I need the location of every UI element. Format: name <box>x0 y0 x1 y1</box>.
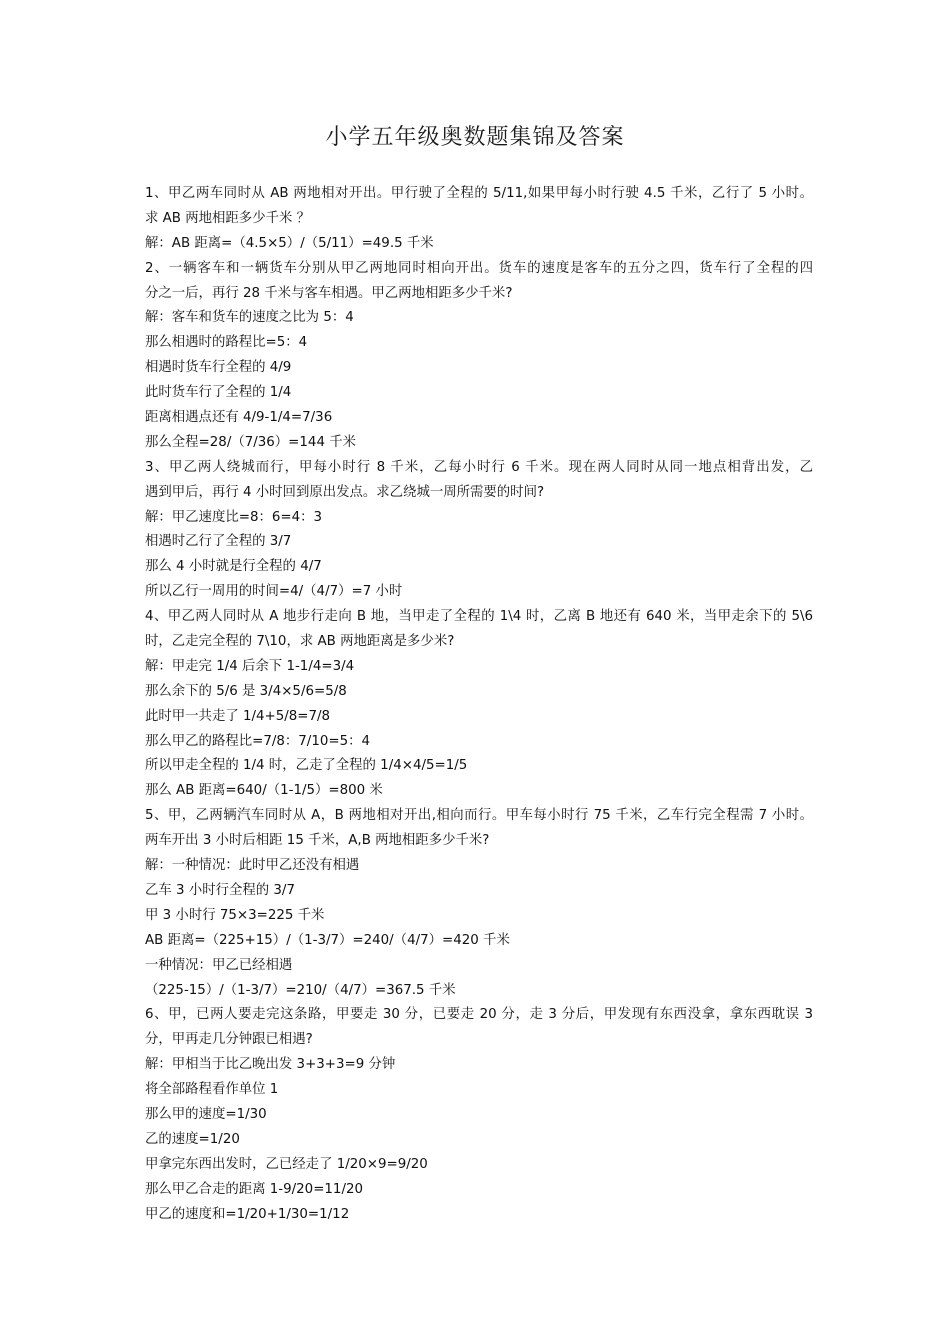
text-line: 距离相遇点还有 4/9-1/4=7/36 <box>145 410 333 426</box>
text-line: 3、甲乙两人绕城而行，甲每小时行 8 千米，乙每小时行 6 千米。现在两人同时从同一地点相背出发，乙 <box>145 459 813 475</box>
text-line: 分之一后，再行 28 千米与客车相遇。甲乙两地相距多少千米? <box>145 285 513 301</box>
text-line: （225-15）/（1-3/7）=210/（4/7）=367.5 千米 <box>145 982 456 998</box>
text-line: 1、甲乙两车同时从 AB 两地相对开出。甲行驶了全程的 5/11,如果甲每小时行驶 4.5 千米，乙行了 5 小时。 <box>145 186 813 201</box>
text-line: 求 AB 两地相距多少千米 ？ <box>145 210 311 226</box>
document-title: 小学五年级奥数题集锦及答案 <box>325 125 625 150</box>
text-line: 甲乙的速度和=1/20+1/30=1/12 <box>145 1206 350 1222</box>
document-body <box>145 182 813 1227</box>
text-line: 那么相遇时的路程比=5：4 <box>145 335 308 351</box>
text-line: 那么 4 小时就是行全程的 4/7 <box>145 559 322 575</box>
text-line: 那么甲乙合走的距离 1-9/20=11/20 <box>145 1181 364 1197</box>
text-line: 时，乙走完全程的 7\10，求 AB 两地距离是多少米? <box>145 634 455 650</box>
text-line: 所以乙行一周用的时间=4/（4/7）=7 小时 <box>145 584 403 600</box>
text-line: 遇到甲后，再行 4 小时回到原出发点。求乙绕城一周所需要的时间? <box>145 484 545 500</box>
text-line: 那么余下的 5/6 是 3/4×5/6=5/8 <box>145 683 347 699</box>
text-line: 相遇时货车行全程的 4/9 <box>145 360 292 376</box>
text-line: 解：甲乙速度比=8：6=4：3 <box>145 509 323 525</box>
text-line: 6、甲，已两人要走完这条路，甲要走 30 分，已要走 20 分，走 3 分后，甲发现有东西没拿，拿东西耽误 3 <box>145 1007 813 1023</box>
text-line: 那么 AB 距离=640/（1-1/5）=800 米 <box>145 783 383 799</box>
text-line: 那么甲乙的路程比=7/8：7/10=5：4 <box>145 733 371 749</box>
text-line: 乙车 3 小时行全程的 3/7 <box>145 882 295 898</box>
text-line: 解：客车和货车的速度之比为 5：4 <box>145 310 354 326</box>
text-line: AB 距离=（225+15）/（1-3/7）=240/（4/7）=420 千米 <box>145 932 510 948</box>
text-line: 4、甲乙两人同时从 A 地步行走向 B 地，当甲走了全程的 1\4 时，乙离 B 地还有 640 米，当甲走余下的 5\6 <box>145 609 813 625</box>
text-line: 相遇时乙行了全程的 3/7 <box>145 534 292 550</box>
text-line: 2、一辆客车和一辆货车分别从甲乙两地同时相向开出。货车的速度是客车的五分之四，货车行了全程的四 <box>145 260 813 276</box>
text-line: 那么甲的速度=1/30 <box>145 1106 267 1122</box>
text-line: 解：AB 距离=（4.5×5）/（5/11）=49.5 千米 <box>145 235 434 251</box>
text-line: 将全部路程看作单位 1 <box>145 1082 279 1098</box>
text-line: 甲拿完东西出发时，乙已经走了 1/20×9=9/20 <box>145 1156 428 1172</box>
text-line: 所以甲走全程的 1/4 时，乙走了全程的 1/4×4/5=1/5 <box>145 758 468 774</box>
text-line: 分，甲再走几分钟跟已相遇? <box>145 1032 313 1048</box>
text-line: 解：甲相当于比乙晚出发 3+3+3=9 分钟 <box>145 1057 396 1073</box>
text-line: 两车开出 3 小时后相距 15 千米，A,B 两地相距多少千米? <box>145 833 490 849</box>
text-line: 解：一种情况：此时甲乙还没有相遇 <box>145 858 360 874</box>
text-line: 此时货车行了全程的 1/4 <box>145 385 292 401</box>
text-line: 5、甲，乙两辆汽车同时从 A，B 两地相对开出,相向而行。甲车每小时行 75 千米，乙车行完全程需 7 小时。 <box>145 808 813 824</box>
text-line: 乙的速度=1/20 <box>145 1131 240 1147</box>
text-line: 甲 3 小时行 75×3=225 千米 <box>145 907 325 923</box>
text-line: 此时甲一共走了 1/4+5/8=7/8 <box>145 708 331 724</box>
text-line: 解：甲走完 1/4 后余下 1-1/4=3/4 <box>145 658 355 674</box>
text-line: 一种情况：甲乙已经相遇 <box>145 957 293 973</box>
text-line: 那么全程=28/（7/36）=144 千米 <box>145 434 356 450</box>
